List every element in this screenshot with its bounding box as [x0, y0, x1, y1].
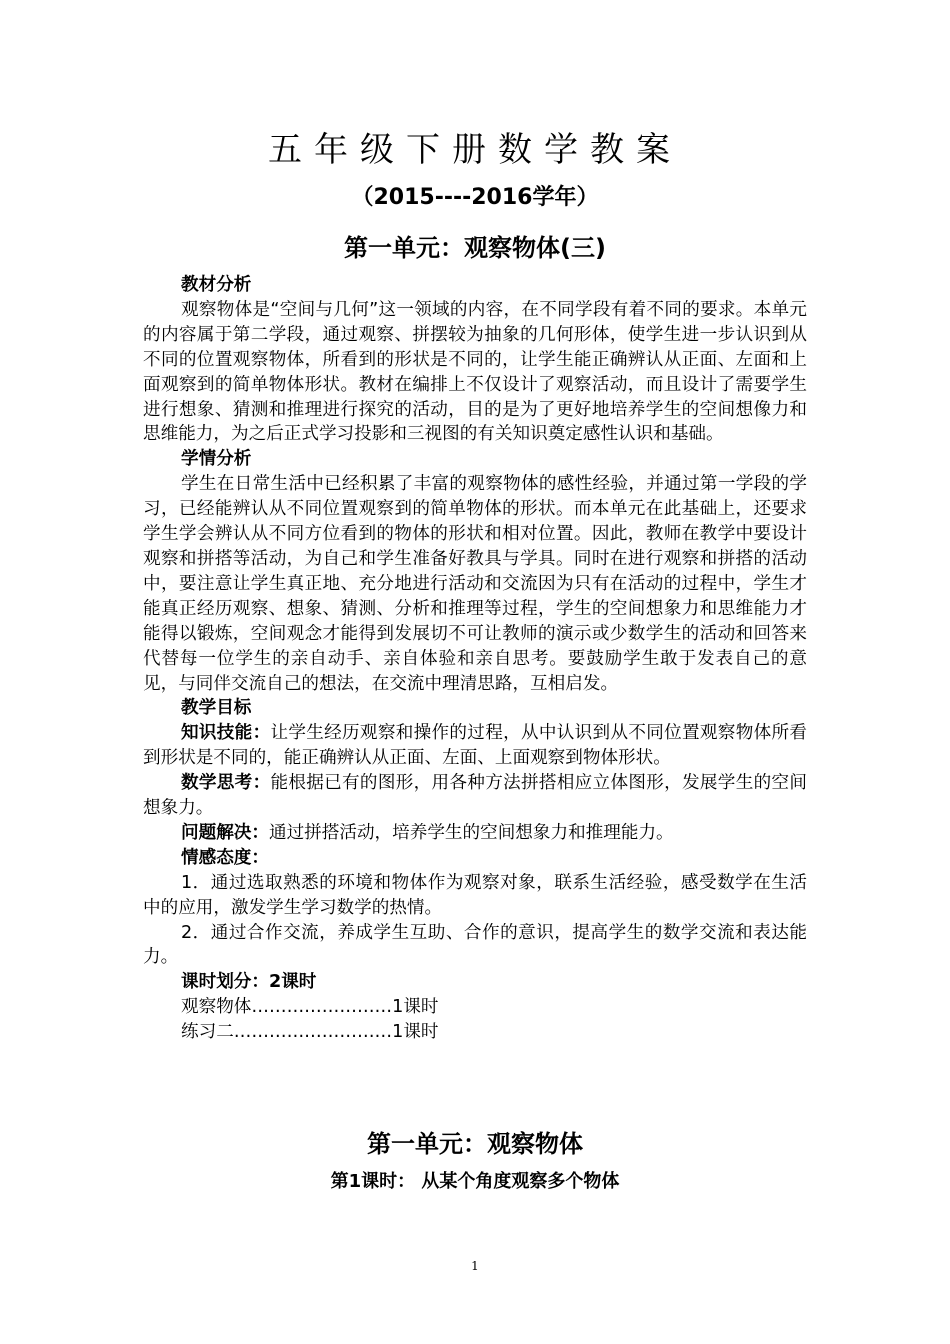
lesson-title: 第1课时： 从某个角度观察多个物体 [330, 1171, 620, 1192]
goal-problem-text: 通过拼搭活动，培养学生的空间想象力和推理能力。 [268, 822, 674, 843]
goal-knowledge [143, 721, 807, 771]
goal-knowledge-text: 让学生经历观察和操作的过程，从中认识到从不同位置观察物体所看到形状是不同的，能正确辨认从正面、左面、上面观察到物体形状。 [143, 723, 807, 769]
goal-thinking-label: 数学思考： [181, 773, 271, 794]
analysis-paragraph: 观察物体是“空间与几何”这一领域的内容，在不同学段有着不同的要求。本单元的内容属于第二学段，通过观察、拼摆较为抽象的几何形体，使学生进一步认识到从不同的位置观察物体，所看到的形状是不同的，让学生能正确辨认从正面、左面和上面观察到的简单物体形状。教材在编排上不仅设计了观察活动，而且设计了需要学生进行想象、猜测和推理进行探究的活动，目的是为了更好地培养学生的空间想像力和思维能力，为之后正式学习投影和三视图的有关知识奠定感性认识和基础。 [143, 299, 807, 445]
page-number: 1 [471, 1259, 479, 1273]
unit-heading: 第一单元：观察物体(三) [344, 234, 606, 262]
document-title: 五年级下册数学教案 [268, 130, 682, 170]
goal-emotion-item-1: 1．通过选取熟悉的环境和物体作为观察对象，联系生活经验，感受数学在生活中的应用，激发学生学习数学的热情。 [143, 872, 807, 918]
goal-emotion-item-2: 2．通过合作交流，养成学生互助、合作的意识，提高学生的数学交流和表达能力。 [143, 922, 807, 968]
goal-thinking-text: 能根据已有的图形，用各种方法拼搭相应立体图形，发展学生的空间想象力。 [143, 773, 807, 819]
schedule-item-1: 观察物体……………………1课时 [181, 997, 439, 1018]
goal-thinking [143, 771, 807, 821]
student-paragraph: 学生在日常生活中已经积累了丰富的观察物体的感性经验，并通过第一学段的学习，已经能辨认从不同位置观察到的简单物体的形状。而本单元在此基础上，还要求学生学会辨认从不同方位看到的物体的形状和相对位置。因此，教师在教学中要设计观察和拼搭等活动，为自己和学生准备好教具与学具。同时在进行观察和拼搭的活动中，要注意让学生真正地、充分地进行活动和交流因为只有在活动的过程中，学生才能真正经历观察、想象、猜测、分析和推理等过程，学生的空间想象力和思维能力才能得以锻炼，空间观念才能得到发展切不可让教师的演示或少数学生的活动和回答来代替每一位学生的亲自动手、亲自体验和亲自思考。要鼓励学生敢于发表自己的意见，与同伴交流自己的想法，在交流中理清思路，互相启发。 [143, 474, 807, 694]
hours-heading: 课时划分：2课时 [181, 972, 317, 993]
section-heading-student: 学情分析 [181, 449, 252, 470]
school-year: （2015----2016学年） [351, 185, 599, 210]
schedule-item-2: 练习二………………………1课时 [181, 1022, 439, 1043]
goal-emotion-label: 情感态度： [181, 847, 269, 868]
goal-problem-label: 问题解决： [181, 822, 269, 843]
document-body [143, 273, 807, 1045]
goal-knowledge-label: 知识技能： [181, 723, 271, 744]
section-heading-analysis: 教材分析 [181, 275, 252, 295]
section-heading-goals: 教学目标 [181, 698, 252, 719]
goal-problem [143, 821, 807, 846]
unit-heading-2: 第一单元：观察物体 [367, 1130, 583, 1158]
